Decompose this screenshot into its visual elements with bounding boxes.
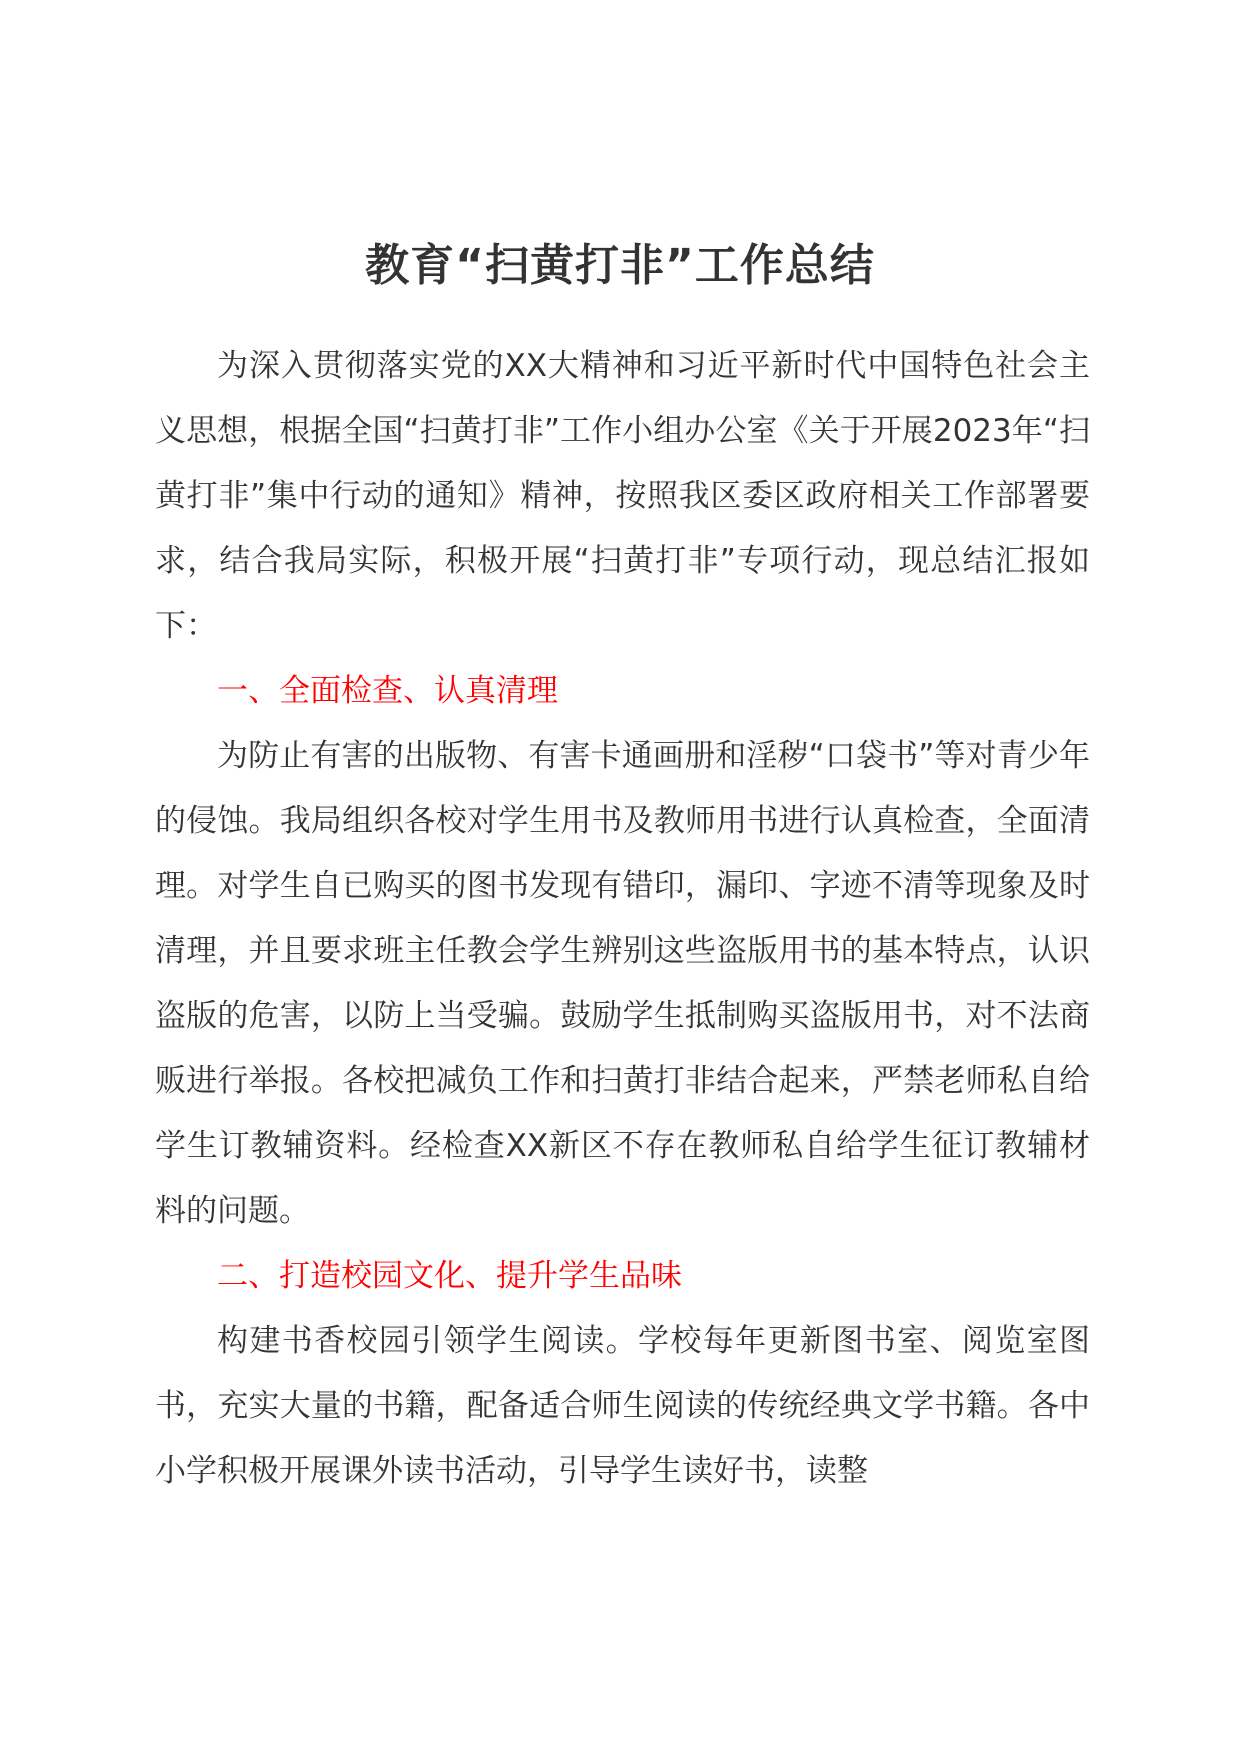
document-title: 教育“扫黄打非”工作总结: [365, 240, 875, 291]
section-heading-1: 一、全面检查、认真清理: [217, 673, 558, 709]
section-paragraph-2: 构建书香校园引领学生阅读。学校每年更新图书室、阅览室图书，充实大量的书籍，配备适合师生阅读的传统经典文学书籍。各中小学积极开展课外读书活动，引导学生读好书，读整: [155, 1323, 1090, 1489]
section-paragraph-1: 为防止有害的出版物、有害卡通画册和淫秽“口袋书”等对青少年的侵蚀。我局组织各校对学生用书及教师用书进行认真检查，全面清理。对学生自已购买的图书发现有错印，漏印、字迹不清等现象及时清理，并且要求班主任教会学生辨别这些盗版用书的基本特点，认识盗版的危害，以防上当受骗。鼓励学生抵制购买盗版用书，对不法商贩进行举报。各校把减负工作和扫黄打非结合起来，严禁老师私自给学生订教辅资料。经检查XX新区不存在教师私自给学生征订教辅材料的问题。: [155, 738, 1090, 1229]
document-body: [155, 334, 1090, 1504]
intro-paragraph: 为深入贯彻落实党的XX大精神和习近平新时代中国特色社会主义思想，根据全国“扫黄打非”工作小组办公室《关于开展2023年“扫黄打非”集中行动的通知》精神，按照我区委区政府相关工作部署要求，结合我局实际，积极开展“扫黄打非”专项行动，现总结汇报如下：: [155, 348, 1090, 644]
section-heading-2: 二、打造校园文化、提升学生品味: [217, 1258, 682, 1294]
